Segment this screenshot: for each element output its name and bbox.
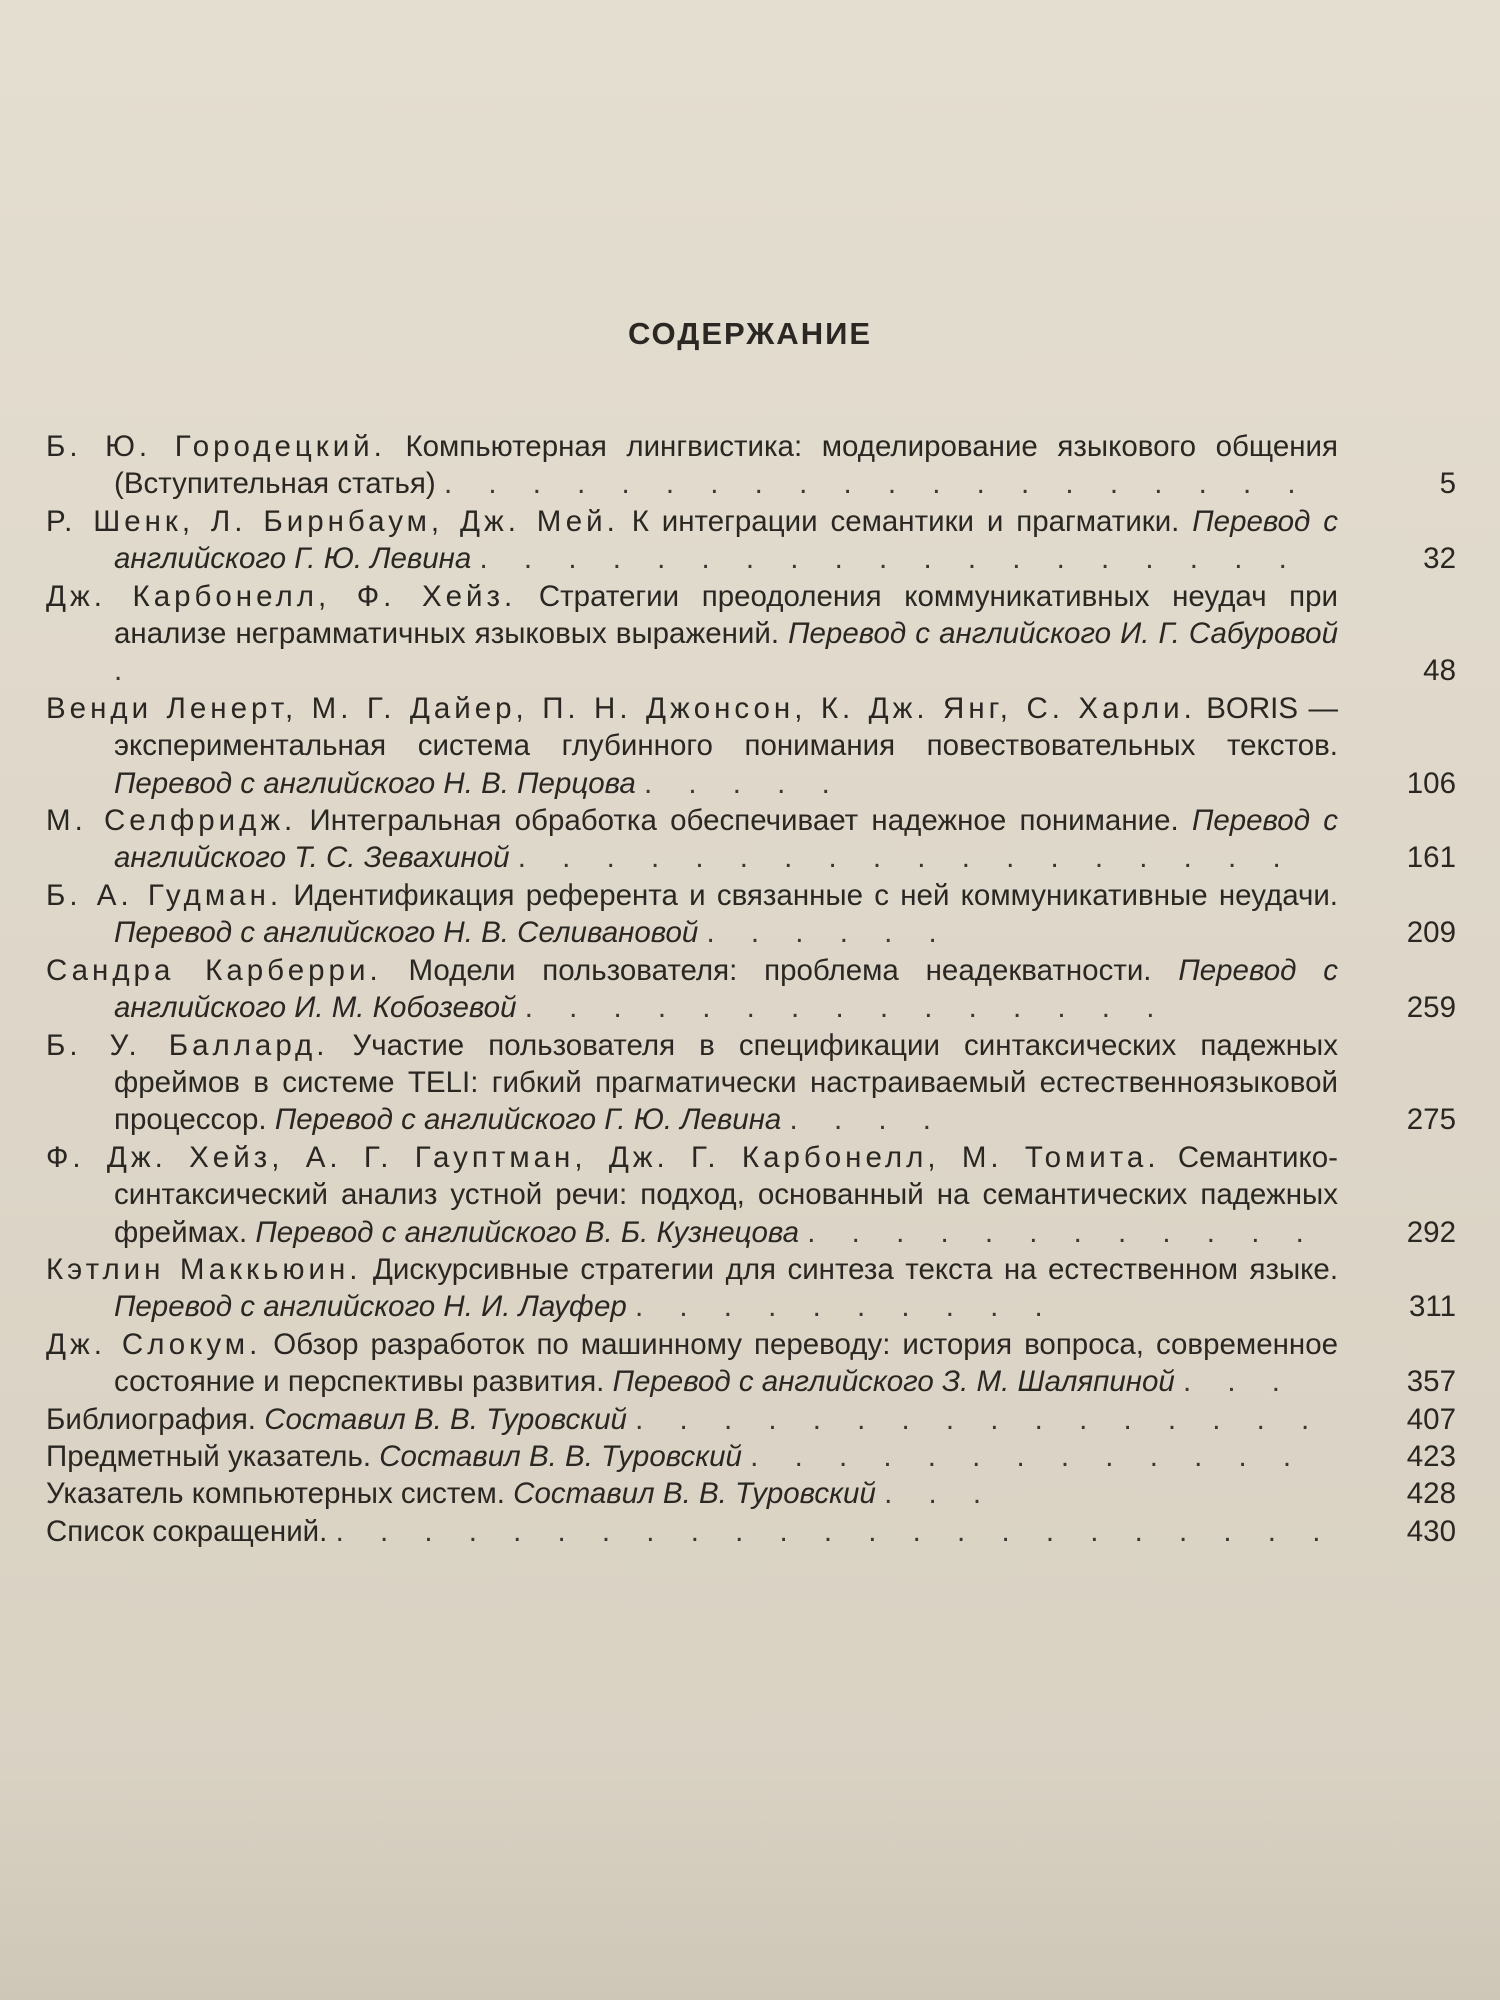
toc-entry-text: Дж. Карбонелл, Ф. Хейз. Стратегии преодоления коммуникативных неудач при анализе неграмматичных языковых выражений. Перевод с английского И. Г. Сабуровой .: [46, 579, 1339, 688]
toc-entry-translation: Перевод с английского Т. С. Зевахиной: [114, 804, 1338, 875]
toc-entry-title: Модели пользователя: проблема неадекватности.: [408, 953, 1152, 987]
toc-entry-translation: Перевод с английского Н. И. Лауфер: [114, 1290, 627, 1324]
toc-entry: [46, 1326, 1456, 1401]
toc-entry-page: 48: [1423, 654, 1456, 688]
toc-entry-title: Дискурсивные стратегии для синтеза текста на естественном языке.: [372, 1252, 1339, 1286]
toc-entry: [46, 503, 1456, 578]
toc-entry: [46, 1438, 1456, 1475]
toc-entry-page: 292: [1406, 1215, 1456, 1249]
page-shadow: [0, 1760, 1500, 2000]
toc-entry-author: Сандра Карберри.: [46, 953, 382, 987]
table-of-contents: [46, 428, 1456, 1550]
toc-entry-text: Б. У. Баллард. Участие пользователя в спецификации синтаксических падежных фреймов в системе TELI: гибкий прагматически настраиваемый естественноязыковой процессор. Перевод с английского Г. Ю. Левина . . . .: [46, 1028, 1339, 1137]
toc-entry-title: Список сокращений.: [46, 1514, 328, 1548]
toc-entry-page: 5: [1439, 467, 1456, 501]
toc-entry-translation: Перевод с английского Г. Ю. Левина: [114, 504, 1338, 576]
toc-entry-title: Обзор разработок по машинному переводу: история вопроса, современное состояние и перспективы развития.: [114, 1327, 1339, 1399]
toc-entry-title: Семантико-синтаксический анализ устной речи: подход, основанный на семантических падежных фреймах.: [114, 1140, 1338, 1249]
toc-entry: [46, 1139, 1456, 1251]
toc-entry-page: 407: [1406, 1402, 1456, 1436]
toc-entry: [46, 1513, 1456, 1550]
toc-entry-page: 423: [1406, 1439, 1456, 1473]
toc-entry-author: Б. А. Гудман.: [46, 878, 283, 912]
toc-entry-translation: Перевод с английского Н. В. Селивановой: [114, 916, 699, 950]
toc-entry-author: Р. Шенк, Л. Бирнбаум, Дж. Мей.: [46, 504, 619, 538]
toc-entry-title: Стратегии преодоления коммуникативных неудач при анализе неграмматичных языковых выражений.: [114, 579, 1339, 651]
toc-entry-text: Венди Ленерт, М. Г. Дайер, П. Н. Джонсон, К. Дж. Янг, С. Харли. BORIS — экспериментальная система глубинного понимания повествовательных текстов. Перевод с английского Н. В. Перцова . . . . .: [46, 691, 1339, 800]
toc-entry-text: Р. Шенк, Л. Бирнбаум, Дж. Мей. К интеграции семантики и прагматики. Перевод с английского Г. Ю. Левина . . . . . . . . . . . . . . . . . . .: [46, 504, 1338, 576]
toc-entry-title: Указатель компьютерных систем.: [46, 1477, 505, 1511]
toc-entry-page: 106: [1406, 766, 1456, 800]
toc-entry-author: Б. Ю. Городецкий.: [46, 430, 386, 463]
toc-entry-translation: Составил В. В. Туровский: [379, 1439, 742, 1473]
toc-entry-page: 161: [1406, 841, 1456, 875]
toc-entry: [46, 1401, 1456, 1438]
toc-entry-translation: Перевод с английского И. М. Кобозевой: [114, 953, 1338, 1025]
toc-entry: [46, 877, 1456, 952]
toc-entry: [46, 952, 1456, 1027]
toc-entry-title: Предметный указатель.: [46, 1439, 372, 1473]
toc-entry-translation: Перевод с английского Г. Ю. Левина: [274, 1103, 782, 1137]
toc-entry-author: Венди Ленерт, М. Г. Дайер, П. Н. Джонсон, К. Дж. Янг, С. Харли.: [46, 691, 1196, 725]
toc-entry-page: 357: [1406, 1365, 1456, 1399]
toc-entry-page: 32: [1423, 542, 1456, 576]
toc-entry-page: 259: [1406, 991, 1456, 1025]
toc-entry-page: 428: [1406, 1477, 1456, 1511]
toc-entry-title: Библиография.: [46, 1402, 257, 1436]
toc-entry-text: Библиография. Составил В. В. Туровский . . . . . . . . . . . . . . . .: [46, 1402, 1324, 1436]
toc-entry-text: Указатель компьютерных систем. Составил В. В. Туровский . . .: [46, 1477, 996, 1511]
toc-entry: [46, 578, 1456, 690]
toc-entry-page: 430: [1406, 1514, 1456, 1548]
toc-entry: [46, 428, 1456, 503]
toc-entry-text: Список сокращений. . . . . . . . . . . . . . . . . . . . . . . .: [46, 1514, 1335, 1548]
toc-entry-author: Кэтлин Маккьюин.: [46, 1252, 362, 1286]
toc-entry: [46, 802, 1456, 877]
toc-entry-text: Дж. Слокум. Обзор разработок по машинному переводу: история вопроса, современное состояние и перспективы развития. Перевод с английского З. М. Шаляпиной . . .: [46, 1327, 1339, 1399]
toc-entry-text: Сандра Карберри. Модели пользователя: проблема неадекватности. Перевод с английского И. М. Кобозевой . . . . . . . . . . . . . . .: [46, 953, 1338, 1025]
toc-entry-author: Дж. Карбонелл, Ф. Хейз.: [46, 579, 517, 613]
toc-entry-translation: Перевод с английского Н. В. Перцова: [114, 766, 636, 800]
toc-entry-text: Б. Ю. Городецкий. Компьютерная лингвистика: моделирование языкового общения (Вступительная статья) . . . . . . . . . . . . . . . . . . . .: [46, 430, 1339, 501]
toc-entry: [46, 1027, 1456, 1139]
toc-entry-page: 275: [1406, 1103, 1456, 1137]
toc-entry-text: М. Селфридж. Интегральная обработка обеспечивает надежное понимание. Перевод с английского Т. С. Зевахиной . . . . . . . . . . . . . . . . . .: [46, 804, 1338, 875]
page-title: СОДЕРЖАНИЕ: [627, 316, 873, 351]
toc-entry-title: К интеграции семантики и прагматики.: [631, 504, 1180, 538]
toc-entry-translation: Перевод с английского З. М. Шаляпиной: [612, 1365, 1175, 1399]
toc-entry-author: М. Селфридж.: [46, 804, 297, 838]
toc-entry-translation: Перевод с английского И. Г. Сабуровой: [788, 617, 1338, 651]
toc-entry: [46, 1251, 1456, 1326]
toc-entry-text: Ф. Дж. Хейз, А. Г. Гауптман, Дж. Г. Карбонелл, М. Томита. Семантико-синтаксический анализ устной речи: подход, основанный на семантических падежных фреймах. Перевод с английского В. Б. Кузнецова . . . . . . . . . . . .: [46, 1140, 1338, 1249]
toc-entry-translation: Составил В. В. Туровский: [513, 1477, 876, 1511]
toc-entry-title: Компьютерная лингвистика: моделирование языкового общения (Вступительная статья): [114, 430, 1339, 501]
toc-entry-text: Предметный указатель. Составил В. В. Туровский . . . . . . . . . . . . .: [46, 1439, 1306, 1473]
toc-entry: [46, 1475, 1456, 1512]
toc-entry-author: Б. У. Баллард.: [46, 1028, 329, 1062]
toc-entry-page: 209: [1406, 916, 1456, 950]
toc-entry-title: Интегральная обработка обеспечивает надежное понимание.: [309, 804, 1179, 838]
toc-entry: [46, 690, 1456, 802]
toc-entry-title: Идентификация референта и связанные с ней коммуникативные неудачи.: [293, 878, 1338, 912]
toc-entry-text: Кэтлин Маккьюин. Дискурсивные стратегии для синтеза текста на естественном языке. Перевод с английского Н. И. Лауфер . . . . . . . . . .: [46, 1252, 1339, 1324]
toc-entry-title: Участие пользователя в спецификации синтаксических падежных фреймов в системе TELI: гибкий прагматически настраиваемый естественноязыковой процессор.: [114, 1028, 1339, 1137]
toc-entry-translation: Перевод с английского В. Б. Кузнецова: [255, 1215, 800, 1249]
toc-entry-title: BORIS — экспериментальная система глубинного понимания повествовательных текстов.: [114, 691, 1339, 763]
toc-entry-text: Б. А. Гудман. Идентификация референта и связанные с ней коммуникативные неудачи. Перевод с английского Н. В. Селивановой . . . . . .: [46, 878, 1338, 950]
toc-entry-author: Дж. Слокум.: [46, 1327, 262, 1361]
toc-entry-author: Ф. Дж. Хейз, А. Г. Гауптман, Дж. Г. Карбонелл, М. Томита.: [46, 1140, 1160, 1174]
toc-entry-translation: Составил В. В. Туровский: [264, 1402, 627, 1436]
toc-entry-page: 311: [1408, 1290, 1456, 1324]
